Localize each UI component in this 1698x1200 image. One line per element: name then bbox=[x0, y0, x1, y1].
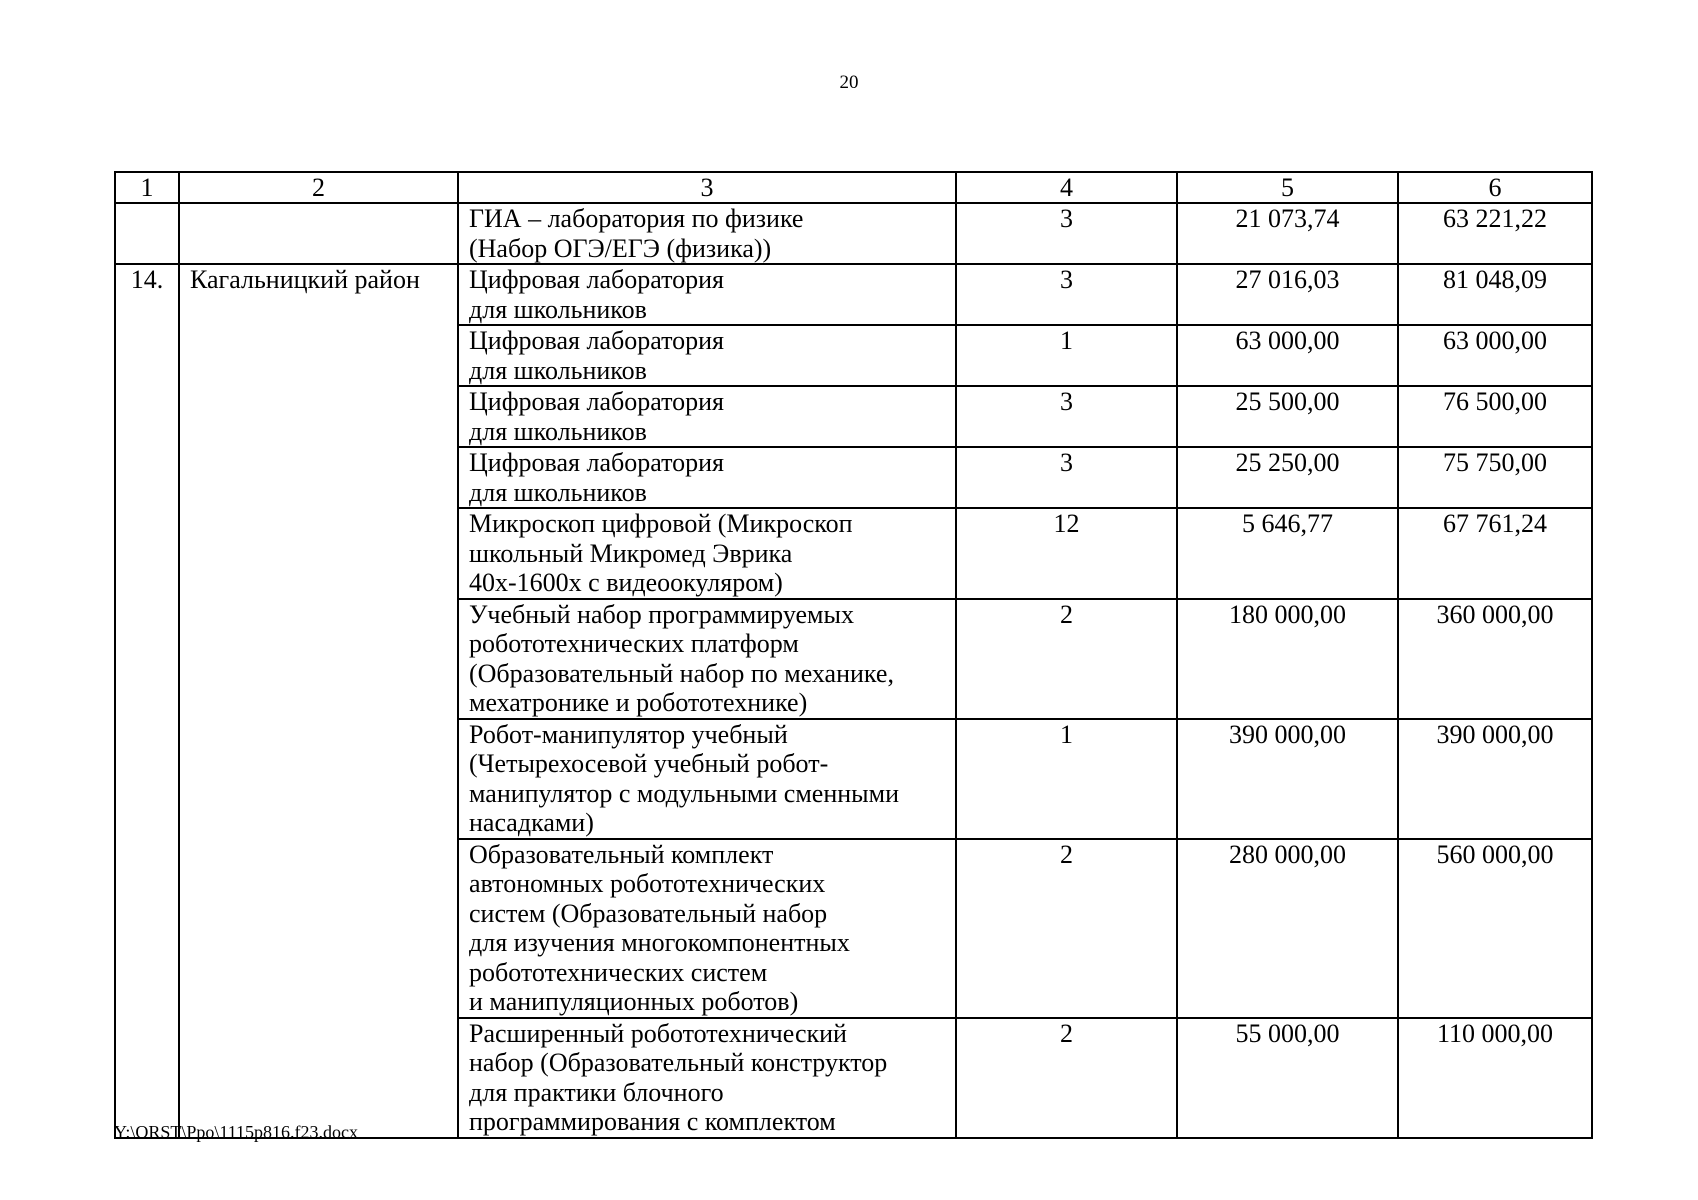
header-col-4: 4 bbox=[956, 172, 1177, 203]
quantity-cell: 1 bbox=[956, 325, 1177, 386]
total-cell: 63 000,00 bbox=[1398, 325, 1592, 386]
item-name-cell: Цифровая лаборатория для школьников bbox=[458, 325, 956, 386]
item-name-cell: Цифровая лаборатория для школьников bbox=[458, 264, 956, 325]
total-cell: 63 221,22 bbox=[1398, 203, 1592, 264]
quantity-cell: 2 bbox=[956, 599, 1177, 719]
quantity-cell: 3 bbox=[956, 386, 1177, 447]
quantity-cell: 3 bbox=[956, 203, 1177, 264]
item-name-cell: Расширенный робототехнический набор (Образовательный конструктор для практики блочного программирования с комплектом bbox=[458, 1018, 956, 1138]
unit-price-cell: 63 000,00 bbox=[1177, 325, 1398, 386]
page-number: 20 bbox=[839, 72, 859, 93]
item-name-cell: Учебный набор программируемых робототехнических платформ (Образовательный набор по механике, мехатронике и робототехнике) bbox=[458, 599, 956, 719]
quantity-cell: 3 bbox=[956, 447, 1177, 508]
header-col-2: 2 bbox=[179, 172, 458, 203]
header-col-1: 1 bbox=[115, 172, 179, 203]
item-name-cell: ГИА – лаборатория по физике (Набор ОГЭ/ЕГЭ (физика)) bbox=[458, 203, 956, 264]
region-cell: Кагальницкий район bbox=[179, 264, 458, 1138]
unit-price-cell: 280 000,00 bbox=[1177, 839, 1398, 1018]
table-row bbox=[115, 203, 1592, 264]
total-cell: 360 000,00 bbox=[1398, 599, 1592, 719]
quantity-cell: 1 bbox=[956, 719, 1177, 839]
equipment-table bbox=[114, 171, 1593, 1139]
quantity-cell: 12 bbox=[956, 508, 1177, 599]
total-cell: 560 000,00 bbox=[1398, 839, 1592, 1018]
quantity-cell: 3 bbox=[956, 264, 1177, 325]
unit-price-cell: 55 000,00 bbox=[1177, 1018, 1398, 1138]
table-row bbox=[115, 264, 1592, 325]
row-number-cell bbox=[115, 203, 179, 264]
unit-price-cell: 180 000,00 bbox=[1177, 599, 1398, 719]
region-cell bbox=[179, 203, 458, 264]
total-cell: 390 000,00 bbox=[1398, 719, 1592, 839]
item-name-cell: Микроскоп цифровой (Микроскоп школьный Микромед Эврика 40x-1600x с видеоокуляром) bbox=[458, 508, 956, 599]
quantity-cell: 2 bbox=[956, 839, 1177, 1018]
total-cell: 75 750,00 bbox=[1398, 447, 1592, 508]
row-number-cell: 14. bbox=[115, 264, 179, 1138]
total-cell: 110 000,00 bbox=[1398, 1018, 1592, 1138]
quantity-cell: 2 bbox=[956, 1018, 1177, 1138]
item-name-cell: Образовательный комплект автономных робототехнических систем (Образовательный набор для изучения многокомпонентных робототехнических систем и манипуляционных роботов) bbox=[458, 839, 956, 1018]
unit-price-cell: 5 646,77 bbox=[1177, 508, 1398, 599]
unit-price-cell: 21 073,74 bbox=[1177, 203, 1398, 264]
header-col-5: 5 bbox=[1177, 172, 1398, 203]
item-name-cell: Робот-манипулятор учебный (Четырехосевой учебный робот- манипулятор с модульными сменными насадками) bbox=[458, 719, 956, 839]
footer-file-path: Y:\ORST\Ppo\1115p816.f23.docx bbox=[114, 1122, 359, 1142]
table-header-row bbox=[115, 172, 1592, 203]
header-col-3: 3 bbox=[458, 172, 956, 203]
total-cell: 81 048,09 bbox=[1398, 264, 1592, 325]
header-col-6: 6 bbox=[1398, 172, 1592, 203]
item-name-cell: Цифровая лаборатория для школьников bbox=[458, 447, 956, 508]
unit-price-cell: 25 250,00 bbox=[1177, 447, 1398, 508]
unit-price-cell: 390 000,00 bbox=[1177, 719, 1398, 839]
unit-price-cell: 27 016,03 bbox=[1177, 264, 1398, 325]
total-cell: 67 761,24 bbox=[1398, 508, 1592, 599]
unit-price-cell: 25 500,00 bbox=[1177, 386, 1398, 447]
item-name-cell: Цифровая лаборатория для школьников bbox=[458, 386, 956, 447]
total-cell: 76 500,00 bbox=[1398, 386, 1592, 447]
